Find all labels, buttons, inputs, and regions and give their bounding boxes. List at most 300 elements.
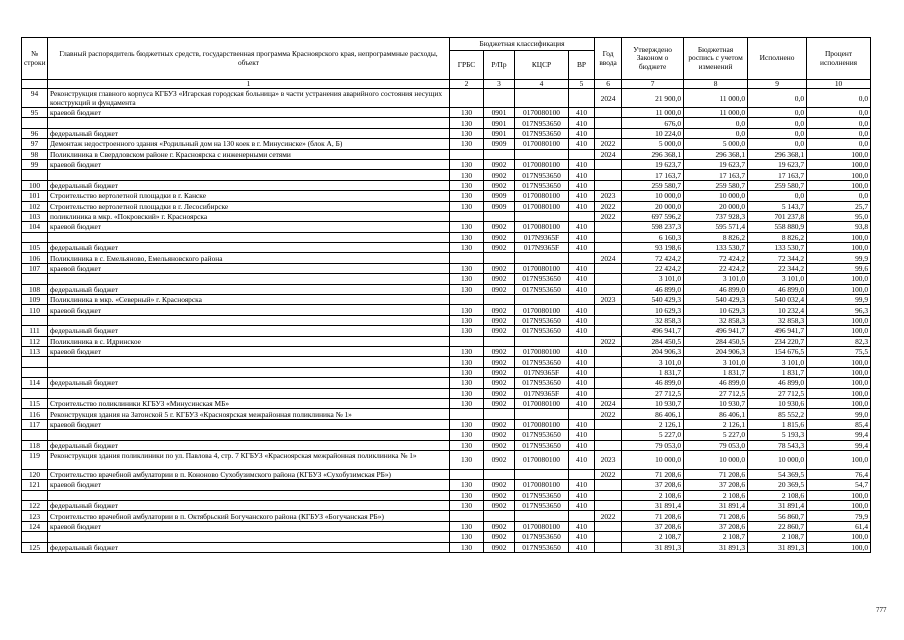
grbs-cell: 130 (450, 263, 484, 273)
row-name: Поликлиника в с. Емельяново, Емельяновского района (48, 253, 450, 263)
percent-cell: 100,0 (807, 367, 871, 377)
vr-cell (569, 253, 595, 263)
table-row (22, 222, 871, 232)
year-cell: 2022 (595, 336, 622, 346)
row-number: 109 (22, 295, 48, 305)
budget-list-cell: 2 126,1 (684, 419, 748, 429)
header-executed: Исполнено (748, 38, 807, 80)
header-kcsr: КЦСР (515, 51, 569, 80)
table-row (22, 305, 871, 315)
rpr-cell: 0901 (484, 108, 515, 118)
year-cell (595, 326, 622, 336)
percent-cell: 76,4 (807, 469, 871, 479)
grbs-cell (450, 511, 484, 521)
budget-list-cell: 540 429,3 (684, 295, 748, 305)
executed-cell: 46 899,0 (748, 378, 807, 388)
year-cell: 2022 (595, 201, 622, 211)
budget-list-cell: 204 906,3 (684, 346, 748, 356)
approved-cell: 10 930,7 (622, 398, 684, 408)
vr-cell: 410 (569, 388, 595, 398)
row-number: 118 (22, 440, 48, 450)
vr-cell (569, 295, 595, 305)
grbs-cell: 130 (450, 326, 484, 336)
vr-cell: 410 (569, 378, 595, 388)
vr-cell (569, 211, 595, 221)
rpr-cell: 0902 (484, 367, 515, 377)
budget-list-cell: 32 858,3 (684, 315, 748, 325)
year-cell: 2023 (595, 450, 622, 469)
row-name (48, 170, 450, 180)
grbs-cell: 130 (450, 159, 484, 169)
rpr-cell: 0902 (484, 326, 515, 336)
row-number: 123 (22, 511, 48, 521)
row-name: Поликлиника в с. Идринское (48, 336, 450, 346)
row-number: 97 (22, 139, 48, 149)
approved-cell: 3 101,0 (622, 357, 684, 367)
row-number: 99 (22, 159, 48, 169)
executed-cell: 496 941,7 (748, 326, 807, 336)
approved-cell: 37 208,6 (622, 480, 684, 490)
grbs-cell (450, 149, 484, 159)
kcsr-cell: 0170080100 (515, 201, 569, 211)
kcsr-cell: 0170080100 (515, 346, 569, 356)
kcsr-cell: 017N9365F (515, 367, 569, 377)
percent-cell: 100,0 (807, 180, 871, 190)
kcsr-cell: 0170080100 (515, 263, 569, 273)
table-row (22, 89, 871, 108)
year-cell (595, 159, 622, 169)
grbs-cell: 130 (450, 450, 484, 469)
table-row (22, 469, 871, 479)
budget-list-cell: 737 928,3 (684, 211, 748, 221)
grbs-cell: 130 (450, 419, 484, 429)
percent-cell: 100,0 (807, 149, 871, 159)
budget-list-cell: 19 623,7 (684, 159, 748, 169)
approved-cell: 71 208,6 (622, 511, 684, 521)
rpr-cell: 0902 (484, 480, 515, 490)
approved-cell: 32 858,3 (622, 315, 684, 325)
grbs-cell: 130 (450, 480, 484, 490)
rpr-cell: 0902 (484, 388, 515, 398)
row-name: краевой бюджет (48, 419, 450, 429)
percent-cell: 0,0 (807, 191, 871, 201)
row-name: Строительство врачебной амбулатории в п. Октябрьский Богучанского района (КГБУЗ «Богучанская РБ») (48, 511, 450, 521)
budget-list-cell: 5 000,0 (684, 139, 748, 149)
table-row (22, 315, 871, 325)
executed-cell: 10 930,6 (748, 398, 807, 408)
kcsr-cell: 0170080100 (515, 139, 569, 149)
kcsr-cell: 017N953650 (515, 170, 569, 180)
executed-cell: 0,0 (748, 128, 807, 138)
executed-cell: 0,0 (748, 89, 807, 108)
approved-cell: 19 623,7 (622, 159, 684, 169)
row-number (22, 274, 48, 284)
grbs-cell (450, 409, 484, 419)
row-name (48, 532, 450, 542)
kcsr-cell: 0170080100 (515, 159, 569, 169)
row-number: 98 (22, 149, 48, 159)
rpr-cell: 0902 (484, 542, 515, 552)
budget-list-cell: 2 108,7 (684, 532, 748, 542)
approved-cell: 71 208,6 (622, 469, 684, 479)
table-row (22, 232, 871, 242)
row-number: 107 (22, 263, 48, 273)
approved-cell: 204 906,3 (622, 346, 684, 356)
executed-cell: 2 108,6 (748, 490, 807, 500)
row-number (22, 118, 48, 128)
vr-cell (569, 89, 595, 108)
header-budget-classification: Бюджетная классификация (450, 38, 595, 51)
percent-cell: 100,0 (807, 232, 871, 242)
executed-cell: 31 891,4 (748, 501, 807, 511)
row-number: 96 (22, 128, 48, 138)
vr-cell: 410 (569, 170, 595, 180)
row-number (22, 490, 48, 500)
column-number: 10 (807, 80, 871, 89)
row-name: краевой бюджет (48, 480, 450, 490)
approved-cell: 31 891,4 (622, 501, 684, 511)
year-cell (595, 532, 622, 542)
table-row (22, 532, 871, 542)
executed-cell: 22 344,2 (748, 263, 807, 273)
grbs-cell (450, 295, 484, 305)
approved-cell: 284 450,5 (622, 336, 684, 346)
rpr-cell: 0902 (484, 440, 515, 450)
year-cell (595, 243, 622, 253)
budget-list-cell: 133 530,7 (684, 243, 748, 253)
percent-cell: 99,0 (807, 409, 871, 419)
header-percent: Процент исполнения (807, 38, 871, 80)
row-name: федеральный бюджет (48, 378, 450, 388)
kcsr-cell (515, 469, 569, 479)
budget-list-cell: 3 101,0 (684, 357, 748, 367)
percent-cell: 100,0 (807, 542, 871, 552)
table-row (22, 201, 871, 211)
approved-cell: 697 596,2 (622, 211, 684, 221)
grbs-cell: 130 (450, 284, 484, 294)
row-number (22, 315, 48, 325)
year-cell (595, 305, 622, 315)
kcsr-cell (515, 149, 569, 159)
table-row (22, 263, 871, 273)
executed-cell: 558 880,9 (748, 222, 807, 232)
year-cell: 2022 (595, 409, 622, 419)
budget-list-cell: 10 629,3 (684, 305, 748, 315)
year-cell: 2024 (595, 89, 622, 108)
kcsr-cell (515, 89, 569, 108)
budget-list-cell: 37 208,6 (684, 521, 748, 531)
year-cell (595, 284, 622, 294)
row-number: 105 (22, 243, 48, 253)
table-row (22, 284, 871, 294)
approved-cell: 21 900,0 (622, 89, 684, 108)
year-cell (595, 430, 622, 440)
rpr-cell: 0902 (484, 243, 515, 253)
year-cell (595, 263, 622, 273)
approved-cell: 5 227,0 (622, 430, 684, 440)
table-row (22, 128, 871, 138)
table-row (22, 480, 871, 490)
grbs-cell: 130 (450, 201, 484, 211)
budget-list-cell: 46 899,0 (684, 284, 748, 294)
grbs-cell: 130 (450, 274, 484, 284)
kcsr-cell: 017N953650 (515, 542, 569, 552)
rpr-cell: 0909 (484, 191, 515, 201)
approved-cell: 3 101,0 (622, 274, 684, 284)
table-row (22, 274, 871, 284)
table-row (22, 108, 871, 118)
vr-cell: 410 (569, 430, 595, 440)
vr-cell: 410 (569, 315, 595, 325)
row-number (22, 367, 48, 377)
kcsr-cell: 017N953650 (515, 490, 569, 500)
row-name: федеральный бюджет (48, 180, 450, 190)
column-number: 8 (684, 80, 748, 89)
vr-cell (569, 469, 595, 479)
table-row (22, 542, 871, 552)
table-row (22, 440, 871, 450)
kcsr-cell: 0170080100 (515, 398, 569, 408)
kcsr-cell (515, 409, 569, 419)
year-cell (595, 501, 622, 511)
budget-list-cell: 1 831,7 (684, 367, 748, 377)
approved-cell: 1 831,7 (622, 367, 684, 377)
budget-list-cell: 296 368,1 (684, 149, 748, 159)
percent-cell: 85,4 (807, 419, 871, 429)
row-name: Реконструкция здания на Затонской 5 г. КГБУЗ «Красноярская межрайонная поликлиника № 1» (48, 409, 450, 419)
rpr-cell: 0902 (484, 378, 515, 388)
executed-cell: 22 860,7 (748, 521, 807, 531)
grbs-cell: 130 (450, 346, 484, 356)
kcsr-cell: 017N953650 (515, 532, 569, 542)
kcsr-cell: 017N953650 (515, 430, 569, 440)
row-name: Реконструкция здания поликлиники по ул. Павлова 4, стр. 7 КГБУЗ «Красноярская межрайонная поликлиника № 1» (48, 450, 450, 469)
year-cell: 2022 (595, 511, 622, 521)
grbs-cell: 130 (450, 191, 484, 201)
table-row (22, 521, 871, 531)
year-cell (595, 521, 622, 531)
rpr-cell: 0902 (484, 315, 515, 325)
vr-cell (569, 149, 595, 159)
vr-cell: 410 (569, 274, 595, 284)
vr-cell: 410 (569, 346, 595, 356)
budget-list-cell: 259 580,7 (684, 180, 748, 190)
vr-cell: 410 (569, 501, 595, 511)
vr-cell: 410 (569, 139, 595, 149)
approved-cell: 22 424,2 (622, 263, 684, 273)
executed-cell: 54 369,5 (748, 469, 807, 479)
kcsr-cell (515, 336, 569, 346)
approved-cell: 20 000,0 (622, 201, 684, 211)
budget-list-cell: 0,0 (684, 118, 748, 128)
rpr-cell (484, 295, 515, 305)
percent-cell: 82,3 (807, 336, 871, 346)
grbs-cell (450, 211, 484, 221)
year-cell (595, 367, 622, 377)
executed-cell: 17 163,7 (748, 170, 807, 180)
approved-cell: 540 429,3 (622, 295, 684, 305)
year-cell (595, 357, 622, 367)
percent-cell: 79,9 (807, 511, 871, 521)
header-row-number: № строки (22, 38, 48, 80)
grbs-cell: 130 (450, 139, 484, 149)
percent-cell: 100,0 (807, 388, 871, 398)
vr-cell: 410 (569, 243, 595, 253)
kcsr-cell: 0170080100 (515, 108, 569, 118)
table-row (22, 191, 871, 201)
budget-list-cell: 20 000,0 (684, 201, 748, 211)
percent-cell: 100,0 (807, 159, 871, 169)
vr-cell: 410 (569, 118, 595, 128)
executed-cell: 1 831,7 (748, 367, 807, 377)
table-row (22, 211, 871, 221)
grbs-cell: 130 (450, 315, 484, 325)
row-number: 113 (22, 346, 48, 356)
budget-list-cell: 2 108,6 (684, 490, 748, 500)
rpr-cell: 0902 (484, 398, 515, 408)
kcsr-cell: 017N953650 (515, 378, 569, 388)
table-row (22, 336, 871, 346)
executed-cell: 8 826,2 (748, 232, 807, 242)
kcsr-cell: 017N953650 (515, 326, 569, 336)
rpr-cell: 0902 (484, 357, 515, 367)
approved-cell: 2 108,6 (622, 490, 684, 500)
table-body (22, 89, 871, 553)
budget-list-cell: 595 571,4 (684, 222, 748, 232)
percent-cell: 100,0 (807, 243, 871, 253)
grbs-cell: 130 (450, 378, 484, 388)
vr-cell: 410 (569, 480, 595, 490)
grbs-cell: 130 (450, 532, 484, 542)
grbs-cell: 130 (450, 430, 484, 440)
column-number (22, 80, 48, 89)
grbs-cell: 130 (450, 118, 484, 128)
rpr-cell: 0902 (484, 490, 515, 500)
row-name: федеральный бюджет (48, 542, 450, 552)
row-number: 112 (22, 336, 48, 346)
row-name: федеральный бюджет (48, 284, 450, 294)
row-name: краевой бюджет (48, 346, 450, 356)
year-cell: 2023 (595, 295, 622, 305)
grbs-cell: 130 (450, 542, 484, 552)
table-row (22, 511, 871, 521)
executed-cell: 296 368,1 (748, 149, 807, 159)
year-cell: 2024 (595, 253, 622, 263)
kcsr-cell (515, 253, 569, 263)
row-number: 101 (22, 191, 48, 201)
kcsr-cell: 017N953650 (515, 284, 569, 294)
row-number: 104 (22, 222, 48, 232)
budget-list-cell: 72 424,2 (684, 253, 748, 263)
year-cell (595, 346, 622, 356)
rpr-cell: 0902 (484, 419, 515, 429)
budget-table (21, 37, 871, 553)
budget-list-cell: 37 208,6 (684, 480, 748, 490)
rpr-cell (484, 253, 515, 263)
grbs-cell: 130 (450, 490, 484, 500)
rpr-cell: 0902 (484, 170, 515, 180)
approved-cell: 5 000,0 (622, 139, 684, 149)
table-row (22, 367, 871, 377)
percent-cell: 93,8 (807, 222, 871, 232)
table-row (22, 419, 871, 429)
rpr-cell: 0902 (484, 305, 515, 315)
percent-cell: 96,3 (807, 305, 871, 315)
budget-list-cell: 0,0 (684, 128, 748, 138)
table-row (22, 149, 871, 159)
percent-cell: 100,0 (807, 378, 871, 388)
percent-cell: 0,0 (807, 128, 871, 138)
row-name: поликлиника в мкр. «Покровский» г. Красноярска (48, 211, 450, 221)
year-cell: 2023 (595, 191, 622, 201)
vr-cell (569, 336, 595, 346)
vr-cell (569, 511, 595, 521)
rpr-cell: 0901 (484, 118, 515, 128)
budget-list-cell: 10 930,7 (684, 398, 748, 408)
budget-list-cell: 31 891,3 (684, 542, 748, 552)
kcsr-cell: 017N9365F (515, 388, 569, 398)
year-cell (595, 108, 622, 118)
executed-cell: 85 552,2 (748, 409, 807, 419)
rpr-cell: 0902 (484, 430, 515, 440)
row-number (22, 232, 48, 242)
approved-cell: 37 208,6 (622, 521, 684, 531)
budget-list-cell: 71 208,6 (684, 511, 748, 521)
row-number (22, 388, 48, 398)
grbs-cell: 130 (450, 108, 484, 118)
rpr-cell: 0909 (484, 139, 515, 149)
row-name: Строительство поликлиники КГБУЗ «Минусинская МБ» (48, 398, 450, 408)
executed-cell: 540 032,4 (748, 295, 807, 305)
executed-cell: 234 220,7 (748, 336, 807, 346)
table-header (22, 38, 871, 89)
row-number (22, 532, 48, 542)
budget-list-cell: 71 208,6 (684, 469, 748, 479)
percent-cell: 100,0 (807, 532, 871, 542)
rpr-cell: 0902 (484, 263, 515, 273)
executed-cell: 5 193,3 (748, 430, 807, 440)
rpr-cell (484, 409, 515, 419)
header-grbs: ГРБС (450, 51, 484, 80)
executed-cell: 259 580,7 (748, 180, 807, 190)
approved-cell: 46 899,0 (622, 378, 684, 388)
rpr-cell (484, 469, 515, 479)
percent-cell: 100,0 (807, 501, 871, 511)
row-name (48, 388, 450, 398)
row-name: Строительство вертолетной площадки в г. Канске (48, 191, 450, 201)
vr-cell: 410 (569, 128, 595, 138)
approved-cell: 676,0 (622, 118, 684, 128)
row-name: федеральный бюджет (48, 501, 450, 511)
approved-cell: 86 406,1 (622, 409, 684, 419)
row-number: 94 (22, 89, 48, 108)
percent-cell: 100,0 (807, 274, 871, 284)
executed-cell: 154 676,5 (748, 346, 807, 356)
row-name: краевой бюджет (48, 108, 450, 118)
kcsr-cell: 017N953650 (515, 128, 569, 138)
percent-cell: 100,0 (807, 398, 871, 408)
header-name: Главный распорядитель бюджетных средств, государственная программа Красноярского края, непрограммные расходы, объект (48, 38, 450, 80)
kcsr-cell: 017N953650 (515, 118, 569, 128)
approved-cell: 10 629,3 (622, 305, 684, 315)
rpr-cell: 0901 (484, 128, 515, 138)
budget-list-cell: 17 163,7 (684, 170, 748, 180)
row-name (48, 357, 450, 367)
executed-cell: 19 623,7 (748, 159, 807, 169)
row-number: 120 (22, 469, 48, 479)
row-name: краевой бюджет (48, 159, 450, 169)
rpr-cell (484, 149, 515, 159)
